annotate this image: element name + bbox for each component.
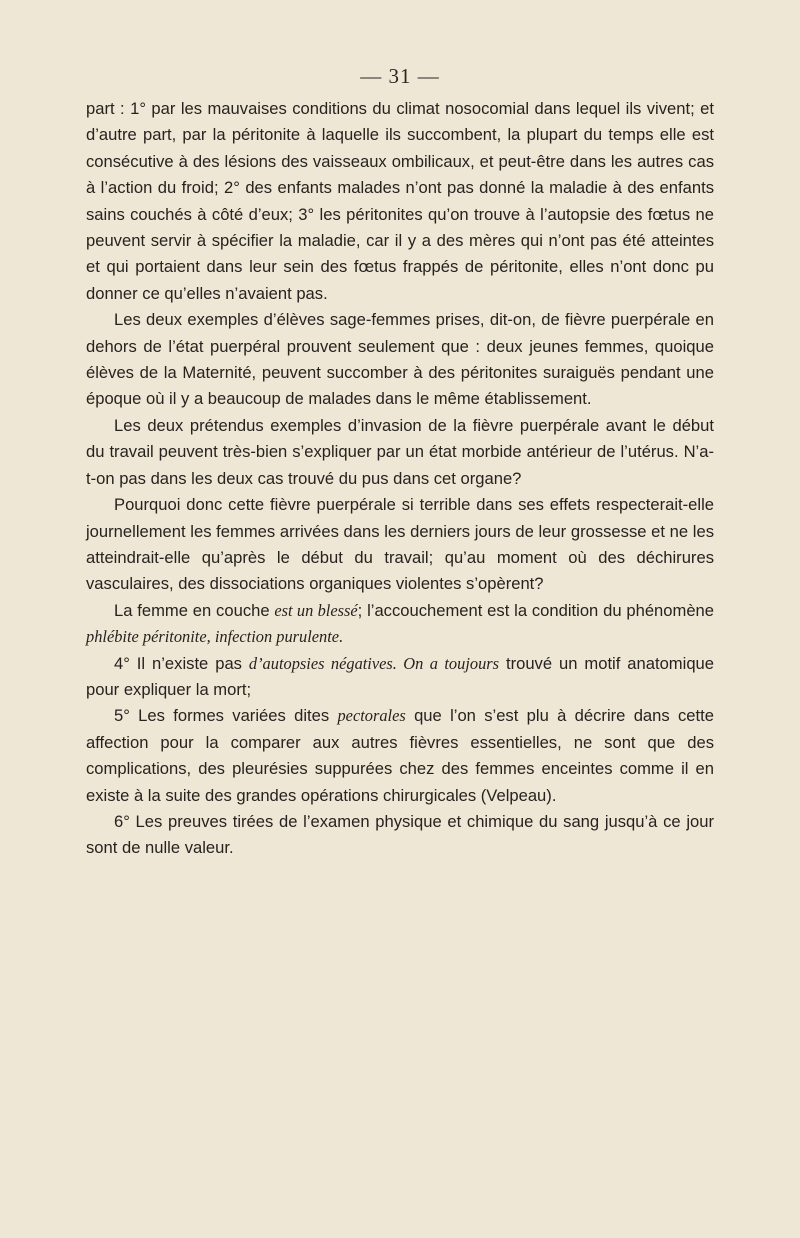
paragraph-5 bbox=[86, 598, 714, 651]
paragraph-6-italic: d’autopsies négatives. On a toujours bbox=[248, 653, 500, 673]
paragraph-5-text-b: ; l’accouchement est la condition du phénomène bbox=[357, 600, 715, 620]
page-number: — 31 — bbox=[360, 64, 440, 88]
body-text bbox=[86, 96, 714, 862]
paragraph-5-italic-b: phlébite péritonite, infection purulente. bbox=[86, 627, 344, 647]
paragraph-6-text-b: trouvé un motif anatomique pour expliquer la mort; bbox=[86, 653, 715, 699]
paragraph-6-text-a: 4° Il n’existe pas bbox=[114, 653, 249, 673]
paragraph-7-italic: pectorales bbox=[337, 706, 406, 726]
paragraph-3: Les deux prétendus exemples d’invasion de la fièvre puerpérale avant le début du travail peuvent très-bien s’expliquer par un état morbide antérieur de l’utérus. N’a-t-on pas dans les deux cas trouvé du pus dans cet organe? bbox=[86, 415, 714, 488]
paragraph-5-italic-a: est un blessé bbox=[274, 600, 358, 620]
paragraph-2: Les deux exemples d’élèves sage-femmes prises, dit-on, de fièvre puerpérale en dehors de l’état puerpéral prouvent seulement que : deux jeunes femmes, quoique élèves de la Maternité, peuvent succomber à des péritonites suraiguës pendant une époque où il y a beaucoup de malades dans le même établissement. bbox=[86, 310, 714, 409]
paragraph-7-text-a: 5° Les formes variées dites bbox=[114, 706, 338, 726]
paragraph-6 bbox=[86, 651, 714, 704]
paragraph-1: part : 1° par les mauvaises conditions du climat nosocomial dans lequel ils vivent; et d’autre part, par la péritonite à laquelle ils succombent, la plupart du temps elle est consécutive à des lésions des vaisseaux ombilicaux, et peut-être dans les autres cas à l’action du froid; 2° des enfants malades n’ont pas donné la maladie à des enfants sains couchés à côté d’eux; 3° les péritonites qu’on trouve à l’autopsie des fœtus ne peuvent servir à spécifier la maladie, car il y a des mères qui n’ont pas été atteintes et qui portaient dans leur sein des fœtus frappés de péritonite, elles n’ont donc pu donner ce qu’elles n’avaient pas. bbox=[86, 99, 714, 303]
paragraph-7-text-b: que l’on s’est plu à décrire dans cette affection pour la comparer aux autres fièvres essentielles, ne sont que des complications, des pleurésies suppurées chez des femmes enceintes comme il en existe à la suite des grandes opérations chirurgicales (Velpeau). bbox=[86, 706, 714, 805]
paragraph-4: Pourquoi donc cette fièvre puerpérale si terrible dans ses effets respecterait-elle journellement les femmes arrivées dans les derniers jours de leur grossesse et ne les atteindrait-elle qu’après le début du travail; qu’au moment où des déchirures vasculaires, des dissociations organiques violentes s’opèrent? bbox=[86, 495, 714, 594]
paragraph-7 bbox=[86, 703, 714, 809]
paragraph-8: 6° Les preuves tirées de l’examen physique et chimique du sang jusqu’à ce jour sont de nulle valeur. bbox=[86, 811, 714, 858]
paragraph-5-text-a: La femme en couche bbox=[114, 600, 275, 620]
